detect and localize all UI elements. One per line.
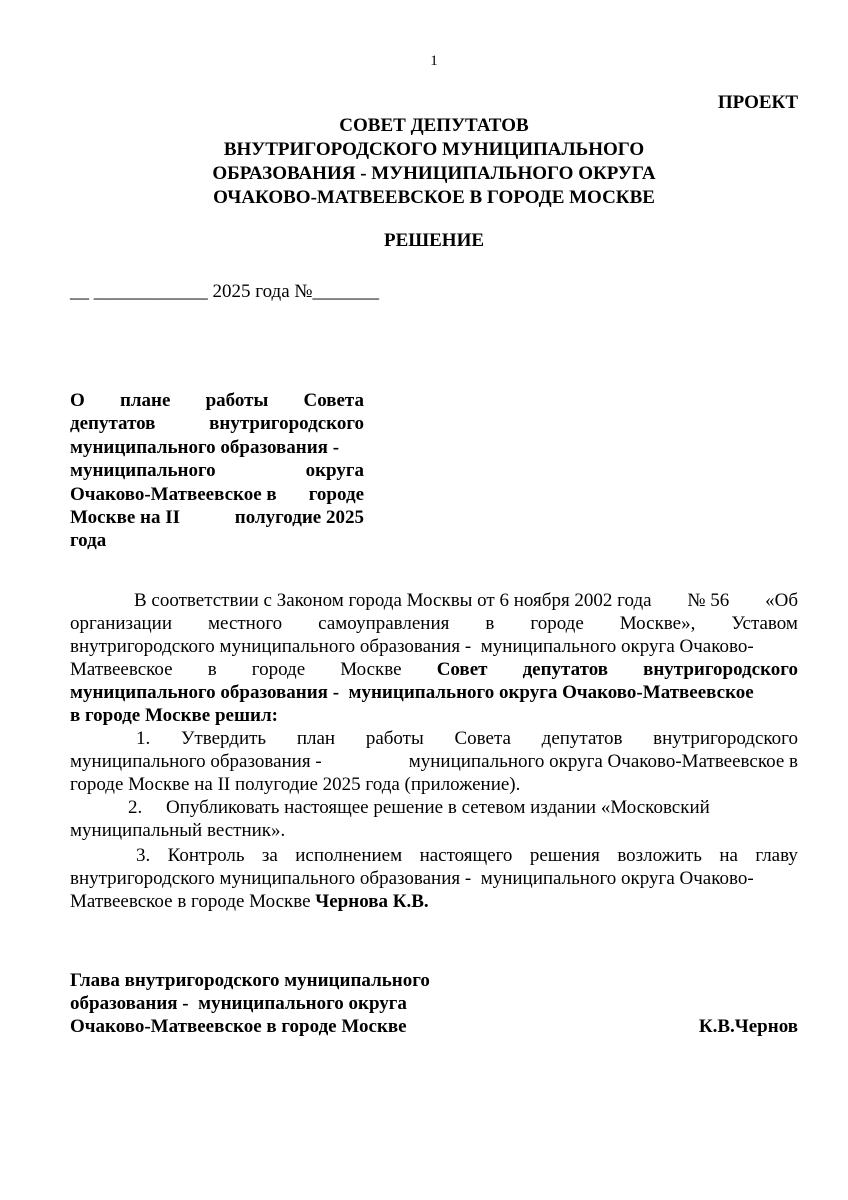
decision-subject xyxy=(70,389,364,553)
item-word: план xyxy=(296,728,336,749)
decision-heading: РЕШЕНИЕ xyxy=(383,230,485,251)
subject-word: Совета xyxy=(303,390,364,411)
preamble-word: в xyxy=(207,659,217,680)
item-word: главу xyxy=(755,845,798,866)
subject-word: внутригородского xyxy=(209,413,364,435)
preamble-word: местного xyxy=(208,613,283,634)
item-word: Контроль xyxy=(167,845,245,866)
council-title-line: ОБРАЗОВАНИЯ - МУНИЦИПАЛЬНОГО ОКРУГА xyxy=(212,163,656,184)
subject-line xyxy=(70,459,364,482)
item-word: 3. xyxy=(136,845,151,866)
item-1-line xyxy=(70,750,798,773)
head-name: Чернова К.В. xyxy=(315,891,429,912)
signature-title-line: образования - муниципального округа xyxy=(70,993,407,1014)
preamble-line xyxy=(70,589,798,612)
item-2-line: 2. Опубликовать настоящее решение в сетевом издании «Московский xyxy=(128,797,710,818)
signature-block xyxy=(70,969,798,1038)
decision-body xyxy=(70,589,798,913)
subject-word: работы xyxy=(205,390,269,411)
item-word: депутатов xyxy=(541,728,623,749)
item-word: Совета xyxy=(454,728,511,749)
subject-word: округа xyxy=(305,460,364,482)
preamble-segment: «Об xyxy=(765,590,798,611)
subject-word: года xyxy=(70,530,107,552)
preamble-word: Москве xyxy=(340,659,402,680)
subject-word: Очаково-Матвеевское в xyxy=(70,483,277,505)
subject-line xyxy=(70,436,364,459)
signature-title-line: Глава внутригородского муниципального xyxy=(70,970,430,991)
item-word: решения xyxy=(529,845,600,866)
item-word: исполнением xyxy=(295,845,403,866)
subject-line xyxy=(70,483,364,506)
subject-word: О xyxy=(70,390,85,411)
subject-line xyxy=(70,412,364,435)
item-1-line: городе Москве на II полугодие 2025 года (приложение). xyxy=(70,774,521,795)
item-3-line xyxy=(70,890,798,913)
project-label: ПРОЕКТ xyxy=(717,92,798,113)
subject-word: муниципального образования - xyxy=(70,436,340,458)
item-word: возложить xyxy=(617,845,702,866)
preamble-line: муниципального образования - муниципального округа Очаково-Матвеевское xyxy=(70,682,754,703)
date-number-line: __ ____________ 2025 года №_______ xyxy=(70,281,380,302)
subject-line xyxy=(70,529,364,552)
item-word: на xyxy=(719,845,738,866)
council-title xyxy=(70,114,798,210)
item-word: за xyxy=(261,845,278,866)
preamble-bold-word: Совет xyxy=(436,659,488,680)
preamble-bold-word: депутатов xyxy=(522,659,608,680)
item-segment: муниципального округа Очаково-Матвеевское в xyxy=(408,751,798,772)
item-word: настоящего xyxy=(419,845,513,866)
subject-word: муниципального xyxy=(70,460,216,482)
subject-word: плане xyxy=(119,390,171,411)
item-word: Утвердить xyxy=(180,728,267,749)
subject-word: Москве на II xyxy=(70,507,180,529)
council-title-line: СОВЕТ ДЕПУТАТОВ xyxy=(339,115,529,136)
item-2-line: муниципальный вестник». xyxy=(70,820,286,841)
subject-word: городе xyxy=(308,483,364,505)
preamble-word: в xyxy=(485,613,495,634)
council-title-line: ОЧАКОВО-МАТВЕЕВСКОЕ В ГОРОДЕ МОСКВЕ xyxy=(213,187,655,208)
preamble-word: организации xyxy=(70,613,173,634)
subject-line xyxy=(70,389,364,412)
preamble-bold-word: внутригородского xyxy=(643,659,798,680)
preamble-word: Москве», xyxy=(619,613,696,634)
item-1-line xyxy=(70,727,798,750)
page-number: 1 xyxy=(430,53,438,69)
signature-title-line: Очаково-Матвеевское в городе Москве xyxy=(70,1016,407,1037)
council-title-line: ВНУТРИГОРОДСКОГО МУНИЦИПАЛЬНОГО xyxy=(223,139,645,160)
preamble-segment: № 56 xyxy=(687,590,730,611)
preamble-word: городе xyxy=(251,659,306,680)
preamble-word: Матвеевское xyxy=(70,659,173,680)
item-text: Матвеевское в городе Москве xyxy=(70,891,316,912)
preamble-line: в городе Москве решил: xyxy=(70,705,278,726)
item-segment: муниципального образования - xyxy=(70,751,322,772)
subject-word: полугодие 2025 xyxy=(234,507,364,529)
item-word: 1. xyxy=(136,728,151,749)
signature-row xyxy=(70,1015,798,1038)
item-word: внутригородского xyxy=(653,728,798,749)
item-3-line xyxy=(70,844,798,867)
preamble-line: внутригородского муниципального образования - муниципального округа Очаково- xyxy=(70,636,754,657)
preamble-word: самоуправления xyxy=(318,613,450,634)
item-3-line: внутригородского муниципального образования - муниципального округа Очаково- xyxy=(70,868,754,889)
preamble-word: городе xyxy=(530,613,584,634)
subject-line xyxy=(70,506,364,529)
signatory-name: К.В.Чернов xyxy=(698,1016,798,1037)
preamble-word: Уставом xyxy=(731,613,798,634)
preamble-line xyxy=(70,658,798,681)
subject-word: депутатов xyxy=(70,413,156,435)
preamble-line xyxy=(70,612,798,635)
preamble-segment: В соответствии с Законом города Москвы от 6 ноября 2002 года xyxy=(134,590,652,611)
item-word: работы xyxy=(365,728,424,749)
